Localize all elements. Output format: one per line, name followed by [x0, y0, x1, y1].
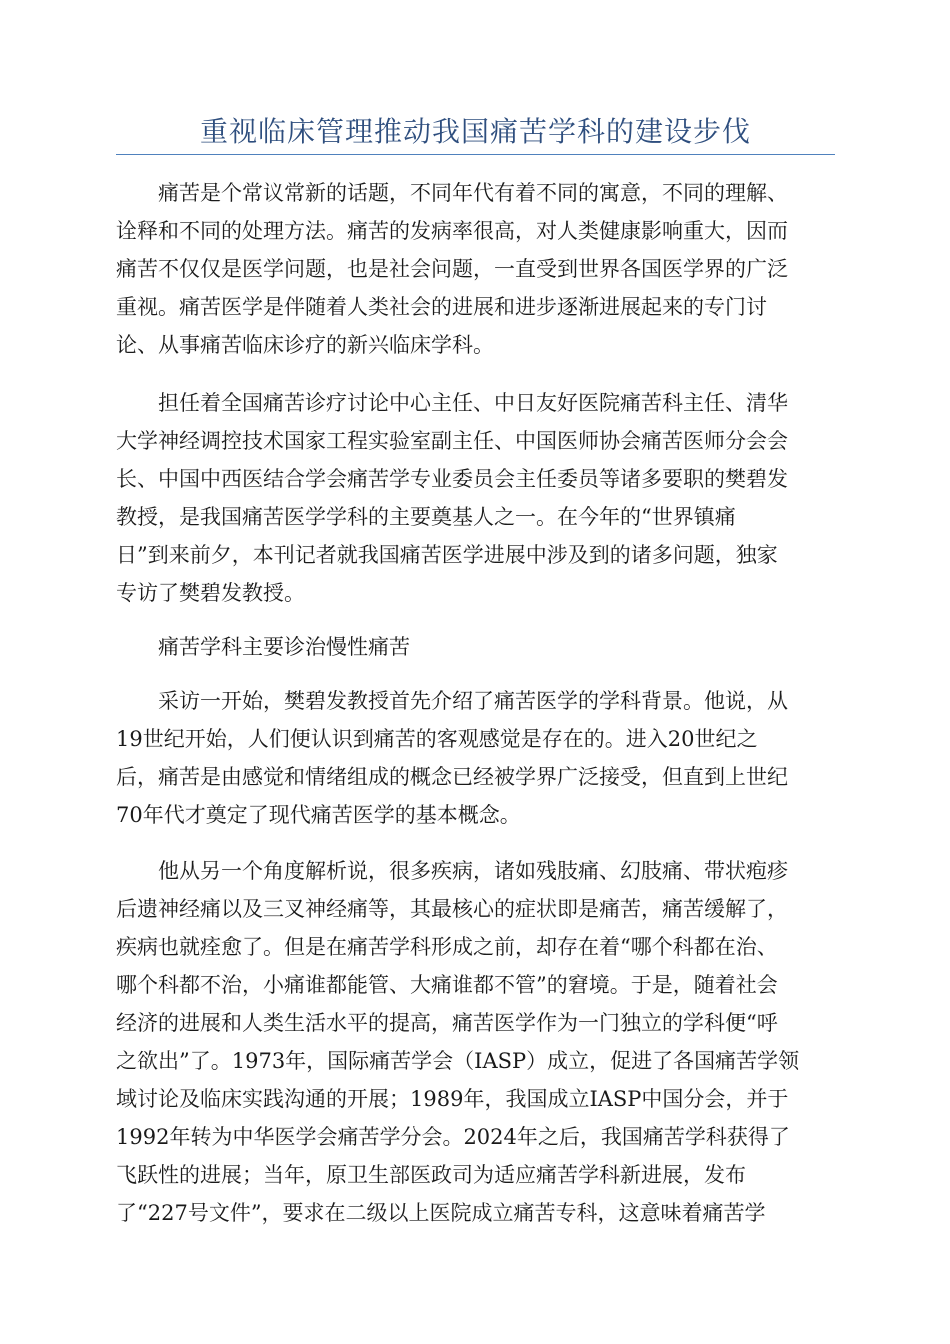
paragraph-2-line-5: 日”到来前夕，本刊记者就我国痛苦医学进展中涉及到的诸多问题，独家 — [116, 543, 778, 567]
paragraph-4-line-4: 哪个科都不治，小痛谁都能管、大痛谁都不管”的窘境。于是，随着社会 — [116, 973, 778, 997]
paragraph-1-line-5: 论、从事痛苦临床诊疗的新兴临床学科。 — [116, 333, 494, 357]
paragraph-2-line-1: 担任着全国痛苦诊疗讨论中心主任、中日友好医院痛苦科主任、清华 — [158, 391, 788, 415]
paragraph-1-line-4: 重视。痛苦医学是伴随着人类社会的进展和进步逐渐进展起来的专门讨 — [116, 295, 767, 319]
paragraph-4-line-1: 他从另一个角度解析说，很多疾病，诸如残肢痛、幻肢痛、带状疱疹 — [158, 859, 788, 883]
paragraph-2-line-2: 大学神经调控技术国家工程实验室副主任、中国医师协会痛苦医师分会会 — [116, 429, 788, 453]
paragraph-4-line-3: 疾病也就痊愈了。但是在痛苦学科形成之前，却存在着“哪个科都在治、 — [116, 935, 778, 959]
paragraph-3-line-1: 采访一开始，樊碧发教授首先介绍了痛苦医学的学科背景。他说，从 — [158, 689, 788, 713]
paragraph-2-line-6: 专访了樊碧发教授。 — [116, 581, 305, 605]
paragraph-1-line-3: 痛苦不仅仅是医学问题，也是社会问题，一直受到世界各国医学界的广泛 — [116, 257, 788, 281]
paragraph-3-line-4: 70年代才奠定了现代痛苦医学的基本概念。 — [116, 803, 521, 827]
paragraph-4-line-6: 之欲出”了。1973年，国际痛苦学会（IASP）成立，促进了各国痛苦学领 — [116, 1049, 800, 1073]
paragraph-2-line-4: 教授，是我国痛苦医学学科的主要奠基人之一。在今年的“世界镇痛 — [116, 505, 736, 529]
paragraph-1-line-1: 痛苦是个常议常新的话题，不同年代有着不同的寓意，不同的理解、 — [158, 181, 788, 205]
paragraph-4-line-2: 后遗神经痛以及三叉神经痛等，其最核心的症状即是痛苦，痛苦缓解了， — [116, 897, 788, 921]
paragraph-1-line-2: 诠释和不同的处理方法。痛苦的发病率很高，对人类健康影响重大，因而 — [116, 219, 788, 243]
paragraph-4-line-9: 飞跃性的进展；当年，原卫生部医政司为适应痛苦学科新进展，发布 — [116, 1163, 746, 1187]
paragraph-4-line-7: 域讨论及临床实践沟通的开展；1989年，我国成立IASP中国分会，并于 — [116, 1087, 789, 1111]
paragraph-4-line-8: 1992年转为中华医学会痛苦学分会。2024年之后，我国痛苦学科获得了 — [116, 1125, 790, 1149]
section-heading: 痛苦学科主要诊治慢性痛苦 — [158, 635, 410, 659]
paragraph-3-line-3: 后，痛苦是由感觉和情绪组成的概念已经被学界广泛接受，但直到上世纪 — [116, 765, 788, 789]
document-title: 重视临床管理推动我国痛苦学科的建设步伐 — [199, 115, 751, 148]
paragraph-2-line-3: 长、中国中西医结合学会痛苦学专业委员会主任委员等诸多要职的樊碧发 — [116, 467, 788, 491]
paragraph-3-line-2: 19世纪开始，人们便认识到痛苦的客观感觉是存在的。进入20世纪之 — [116, 727, 758, 751]
title-underline — [116, 154, 835, 155]
paragraph-4-line-5: 经济的进展和人类生活水平的提高，痛苦医学作为一门独立的学科便“呼 — [116, 1011, 778, 1035]
paragraph-4-line-10: 了“227号文件”，要求在二级以上医院成立痛苦专科，这意味着痛苦学 — [116, 1201, 766, 1225]
